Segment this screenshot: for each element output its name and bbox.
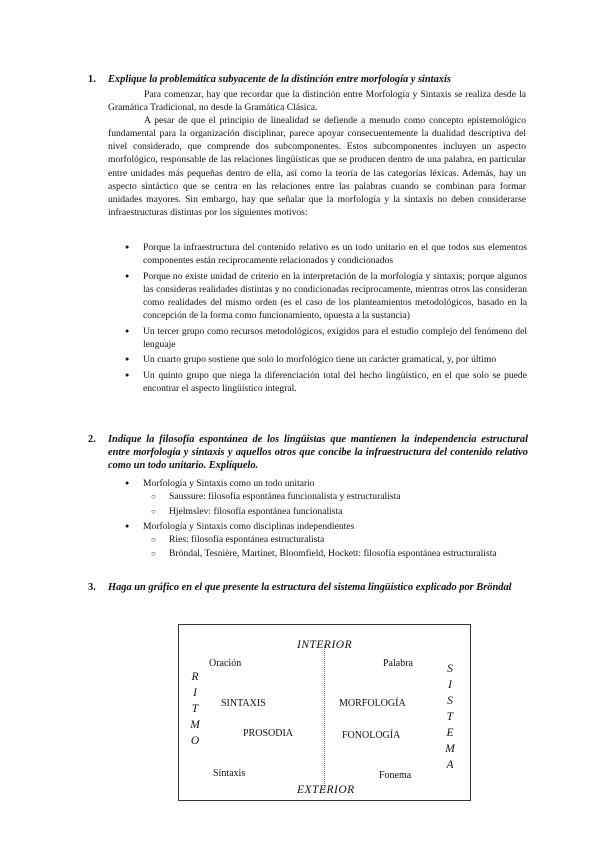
question-2 [88,433,528,472]
letter: E [446,727,454,739]
brondal-diagram [178,624,471,801]
letter: T [191,703,199,715]
group-label: Morfología y Sintaxis como un todo unitario [143,478,315,489]
sub-list-item: ○ Hjelmslev: filosofía espontánea funcionalista [143,505,527,518]
diagram-divider [324,645,325,790]
label-sintaxis-upper: SINTAXIS [221,698,266,709]
sub-list [143,490,527,518]
question-title: Indique la filosofía espontánea de los lingüistas que mantienen la independencia estructural entre morfología y sintaxis y aquellos otros que concibe la infraestructura del contenido relativo como un todo unitario. Explíquelo. [108,434,528,471]
paragraph: A pesar de que el principio de linealidad se defiende a menudo como concepto epistemológico fundamental para la organización disciplinar, parece apoyar consecuentemente la dualidad descriptiva del nivel considerado, que comprende dos subcomponentes. Estos subcomponentes incluyen un aspecto morfológico, responsable de las relaciones lingüísticas que se producen dentro de una palabra, en particular entre unidades más pequeñas dentro de ella, así como la teoría de las categorías léxicas. Además, hay un aspecto sintáctico que se centra en las relaciones entre las palabras cuando se combinan para formar unidades mayores. Sin embargo, hay que señalar que la morfología y la sintaxis no deben considerarse infraestructuras distintas por los siguientes motivos: [108,115,526,218]
question-3 [88,581,528,594]
label-oracion: Oración [209,658,242,669]
question-number: 1. [88,74,96,85]
list-item: ● Un tercer grupo como recursos metodológicos, exigidos para el estudio complejo del fenómeno del lenguaje [125,325,527,352]
letter: M [190,719,200,731]
letter: I [193,687,197,699]
letter: S [447,695,453,707]
label-palabra: Palabra [383,658,413,669]
answer-2-list [125,477,527,563]
label-morfologia: MORFOLOGÍA [339,698,406,709]
answer-1-bullets [125,241,527,397]
label-sistema [444,661,456,773]
group-label: Morfología y Sintaxis como disciplinas independientes [143,520,355,532]
question-number: 2. [88,434,96,445]
question-title: Haga un gráfico en el que presente la estructura del sistema lingüístico explicado por Bröndal [108,582,512,593]
sub-list-item: ○ Bröndal, Tesnière, Martinet, Bloomfield, Hockett: filosofía espontánea estructuralista [143,547,527,560]
list-item [125,477,527,518]
question-number: 3. [88,582,96,593]
question-title: Explique la problemática subyacente de la distinción entre morfología y sintaxis [108,74,451,85]
list-item: ● Un cuarto grupo sostiene que solo lo morfológico tiene un carácter gramatical, y, por último [125,353,527,366]
letter: S [447,663,453,675]
sub-list-item: ○ Ries: filosofía espontánea estructuralista [143,533,527,546]
letter: R [191,671,199,683]
letter: A [446,759,454,771]
label-fonologia: FONOLOGÍA [342,730,401,741]
label-sintaxis: Sintaxis [213,768,246,779]
sub-list [143,533,527,561]
sub-list-item: ○ Saussure: filosofía espontánea funcionalista y estructuralista [143,490,527,503]
list-item: ● Un quinto grupo que niega la diferenciación total del hecho lingüístico, en el que solo se puede encontrar el aspecto lingüístico integral. [125,369,527,396]
letter: M [445,743,455,755]
label-fonema: Fonema [379,770,412,781]
list-item: ● Porque la infraestructura del contenido relativo es un todo unitario en el que todos sus elementos componentes están recíprocamente relacionados y condicionados [125,241,527,268]
letter: I [448,679,452,691]
label-exterior: EXTERIOR [297,784,355,796]
label-ritmo [189,669,201,749]
question-1 [88,73,528,86]
label-prosodia: PROSODIA [243,728,294,739]
label-interior: INTERIOR [297,639,353,651]
list-item [125,520,527,561]
letter: O [190,735,200,747]
answer-1-text [108,88,526,219]
paragraph: Para comenzar, hay que recordar que la distinción entre Morfología y Sintaxis se realiza desde la Gramática Tradicional, no desde la Gramática Clásica. [108,89,526,114]
list-item: ● Porque no existe unidad de criterio en la interpretación de la morfología y sintaxis; porque algunos las consideras realidades distintas y no condicionadas recíprocamente, mientras otros las consideran como realidades del mismo orden (es el caso de los planteamientos metodológicos, basado en la concepción de la forma como funcionamiento, opuesta a la sustancia) [125,270,527,323]
letter: T [446,711,454,723]
